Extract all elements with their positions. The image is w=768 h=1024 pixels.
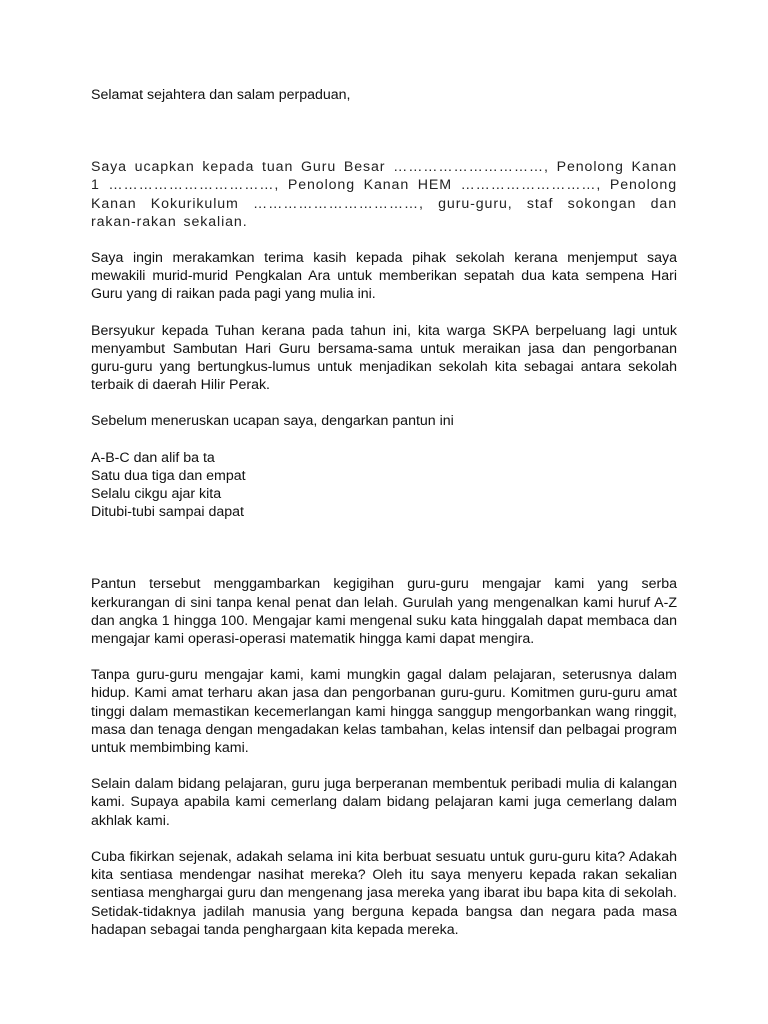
greeting-line: Selamat sejahtera dan salam perpaduan, bbox=[91, 87, 351, 103]
paragraph-appeal: Cuba fikirkan sejenak, adakah selama ini kita berbuat sesuatu untuk guru-guru kita? Adakah kita sentiasa mendengar nasihat mereka? Oleh itu saya menyeru kepada rakan sekalian sentiasa menghargai guru dan mengenang jasa mereka yang ibarat ibu bapa kita di sekolah. Setidak-tidaknya jadilah manusia yang berguna kepada bangsa dan negara pada masa hadapan sebagai tanda penghargaan kita kepada mereka. bbox=[91, 848, 677, 938]
paragraph-pantun-meaning: Pantun tersebut menggambarkan kegigihan guru-guru mengajar kami yang serba kerkurangan di sini tanpa kenal penat dan lelah. Gurulah yang mengenalkan kami huruf A-Z dan angka 1 hingga 100. Mengajar kami mengenal suku kata hinggalah dapat membaca dan mengajar kami operasi-operasi matematik hingga kami dapat mengira. bbox=[91, 576, 677, 648]
paragraph-gratitude: Bersyukur kepada Tuhan kerana pada tahun ini, kita warga SKPA berpeluang lagi untuk menyambut Sambutan Hari Guru bersama-sama untuk meraikan jasa dan pengorbanan guru-guru yang bertungkus-lumus untuk menjadikan sekolah kita sebagai antara sekolah terbaik di daerah Hilir Perak. bbox=[91, 322, 677, 394]
speech-document bbox=[91, 86, 677, 939]
pantun-line-3: Selalu cikgu ajar kita bbox=[91, 486, 222, 503]
pantun-intro: Sebelum meneruskan ucapan saya, dengarkan pantun ini bbox=[91, 413, 454, 430]
pantun-line-4: Ditubi-tubi sampai dapat bbox=[91, 504, 244, 521]
paragraph-character: Selain dalam bidang pelajaran, guru juga berperanan membentuk peribadi mulia di kalangan kami. Supaya apabila kami cemerlang dalam bidang pelajaran kami juga cemerlang dalam akhlak kami. bbox=[91, 776, 677, 829]
paragraph-commitment: Tanpa guru-guru mengajar kami, kami mungkin gagal dalam pelajaran, seterusnya dalam hidup. Kami amat terharu akan jasa dan pengorbanan guru-guru. Komitmen guru-guru amat tinggi dalam memastikan kecemerlangan kami hingga sanggup mengorbankan wang ringgit, masa dan tenaga dengan mengadakan kelas tambahan, kelas intensif dan pelbagai program untuk membimbing kami. bbox=[91, 667, 677, 757]
pantun-line-2: Satu dua tiga dan empat bbox=[91, 467, 246, 484]
paragraph-thanks: Saya ingin merakamkan terima kasih kepada pihak sekolah kerana menjemput saya mewakili murid-murid Pengkalan Ara untuk memberikan sepatah dua kata sempena Hari Guru yang di raikan pada pagi yang mulia ini. bbox=[91, 250, 677, 303]
acknowledgement-paragraph: Saya ucapkan kepada tuan Guru Besar …………………………, Penolong Kanan 1 ……………………………, Penolong Kanan HEM ………………………, Penolong Kanan Kokurikulum ……………………………, guru-guru, staf sokongan dan rakan-rakan sekalian. bbox=[91, 159, 677, 230]
pantun-verse bbox=[91, 449, 677, 522]
pantun-line-1: A-B-C dan alif ba ta bbox=[91, 449, 215, 466]
